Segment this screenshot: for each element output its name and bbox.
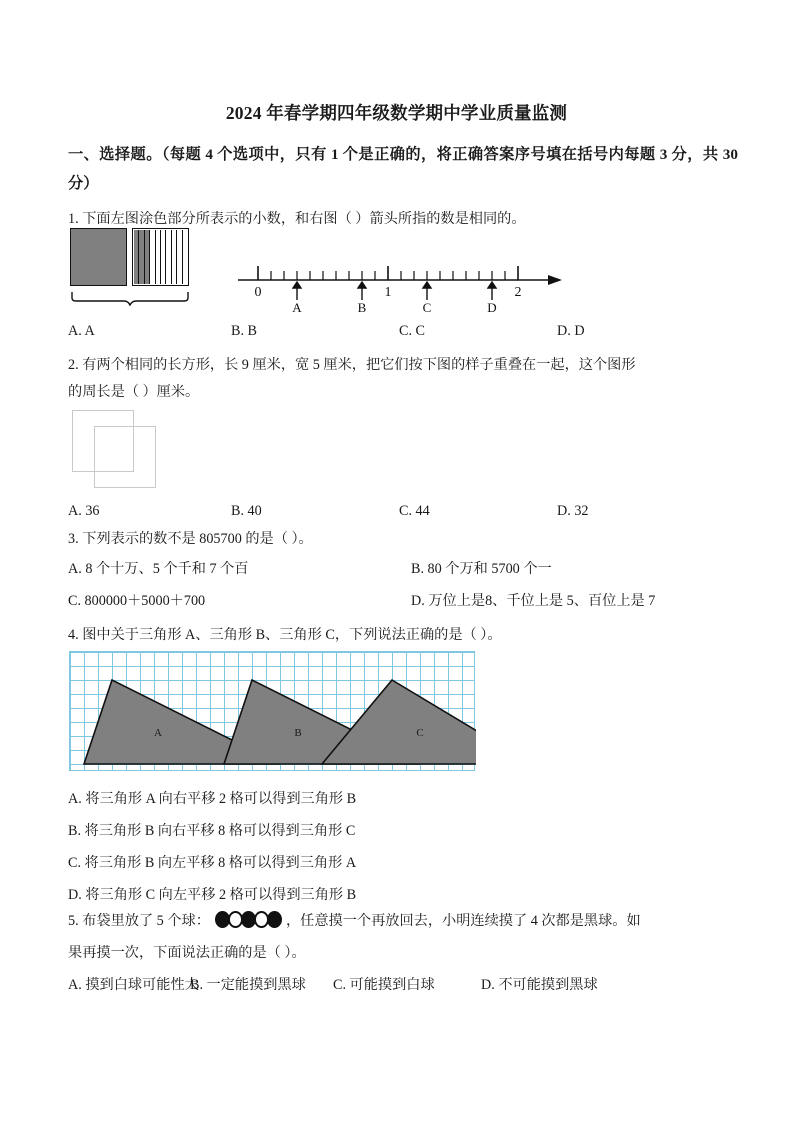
question-2-stem-line-2: 的周长是（ ）厘米。 xyxy=(68,384,200,400)
svg-text:1: 1 xyxy=(384,285,392,300)
question-4-option-a[interactable]: A. 将三角形 A 向右平移 2 格可以得到三角形 B xyxy=(68,791,357,807)
brace-icon xyxy=(70,290,190,306)
svg-text:A: A xyxy=(154,727,162,739)
question-5-option-b[interactable]: B. 一定能摸到黑球 xyxy=(190,977,306,993)
section-heading: 一、选择题。（每题 4 个选项中，只有 1 个是正确的，将正确答案序号填在括号内每题 3 分，共 30 分） xyxy=(68,146,738,192)
triangle-c xyxy=(322,680,476,764)
svg-text:B: B xyxy=(294,727,302,739)
question-2-stem-line-1: 2. 有两个相同的长方形，长 9 厘米，宽 5 厘米，把它们按下图的样子重叠在一起，这个图形 xyxy=(68,357,636,373)
svg-text:D: D xyxy=(487,300,497,314)
question-5-stem-line-2: 果再摸一次，下面说法正确的是（ ）。 xyxy=(68,945,306,961)
question-5-stem-part-1: 5. 布袋里放了 5 个球： xyxy=(68,913,210,929)
question-5-option-c[interactable]: C. 可能摸到白球 xyxy=(333,977,435,993)
question-5-option-a[interactable]: A. 摸到白球可能性大 xyxy=(68,977,199,993)
rectangle-two xyxy=(94,426,156,488)
triangles-overlay xyxy=(70,652,476,772)
question-4-stem: 4. 图中关于三角形 A、三角形 B、三角形 C，下列说法正确的是（ ）。 xyxy=(68,627,502,643)
question-4-option-b[interactable]: B. 将三角形 B 向右平移 8 格可以得到三角形 C xyxy=(68,823,356,839)
question-2-option-a[interactable]: A. 36 xyxy=(68,503,100,519)
question-3-option-d[interactable]: D. 万位上是8、千位上是 5、百位上是 7 xyxy=(411,593,656,609)
decimal-square-full xyxy=(70,228,127,286)
question-3-option-a[interactable]: A. 8 个十万、5 个千和 7 个百 xyxy=(68,561,249,577)
question-1-option-c[interactable]: C. C xyxy=(399,323,426,339)
svg-text:C: C xyxy=(416,727,424,739)
question-2-option-c[interactable]: C. 44 xyxy=(399,503,430,519)
page-title: 2024 年春学期四年级数学期中学业质量监测 xyxy=(225,103,568,123)
question-1-option-a[interactable]: A. A xyxy=(68,323,95,339)
question-2-overlapping-rectangles-figure xyxy=(70,408,166,492)
question-4-option-d[interactable]: D. 将三角形 C 向左平移 2 格可以得到三角形 B xyxy=(68,887,357,903)
question-1-option-b[interactable]: B. B xyxy=(231,323,258,339)
question-3-stem: 3. 下列表示的数不是 805700 的是（ ）。 xyxy=(68,531,313,547)
question-5-stem-part-2: ，任意摸一个再放回去，小明连续摸了 4 次都是黑球。如 xyxy=(285,913,641,929)
svg-text:C: C xyxy=(422,300,432,314)
question-3-option-b[interactable]: B. 80 个万和 5700 个一 xyxy=(411,561,552,577)
question-3-option-c[interactable]: C. 800000＋5000＋700 xyxy=(68,593,206,609)
svg-text:A: A xyxy=(292,300,302,314)
question-4-grid-figure xyxy=(69,651,475,771)
question-1-stem: 1. 下面左图涂色部分所表示的小数，和右图（ ）箭头所指的数是相同的。 xyxy=(68,211,526,227)
question-5-stem-line-1 xyxy=(68,908,741,935)
question-2-option-d[interactable]: D. 32 xyxy=(557,503,589,519)
ball-black xyxy=(267,911,282,928)
question-5-option-d[interactable]: D. 不可能摸到黑球 xyxy=(481,977,598,993)
svg-text:0: 0 xyxy=(254,285,262,300)
decimal-square-strips xyxy=(132,228,189,286)
question-2-option-b[interactable]: B. 40 xyxy=(231,503,262,519)
svg-text:B: B xyxy=(357,300,367,314)
question-1-option-d[interactable]: D. D xyxy=(557,323,585,339)
question-1-decimal-squares-figure xyxy=(70,228,202,314)
svg-text:2: 2 xyxy=(514,285,522,300)
question-1-number-line-figure xyxy=(236,258,566,314)
question-5-ball-row-figure xyxy=(215,911,280,928)
question-4-option-c[interactable]: C. 将三角形 B 向左平移 8 格可以得到三角形 A xyxy=(68,855,357,871)
